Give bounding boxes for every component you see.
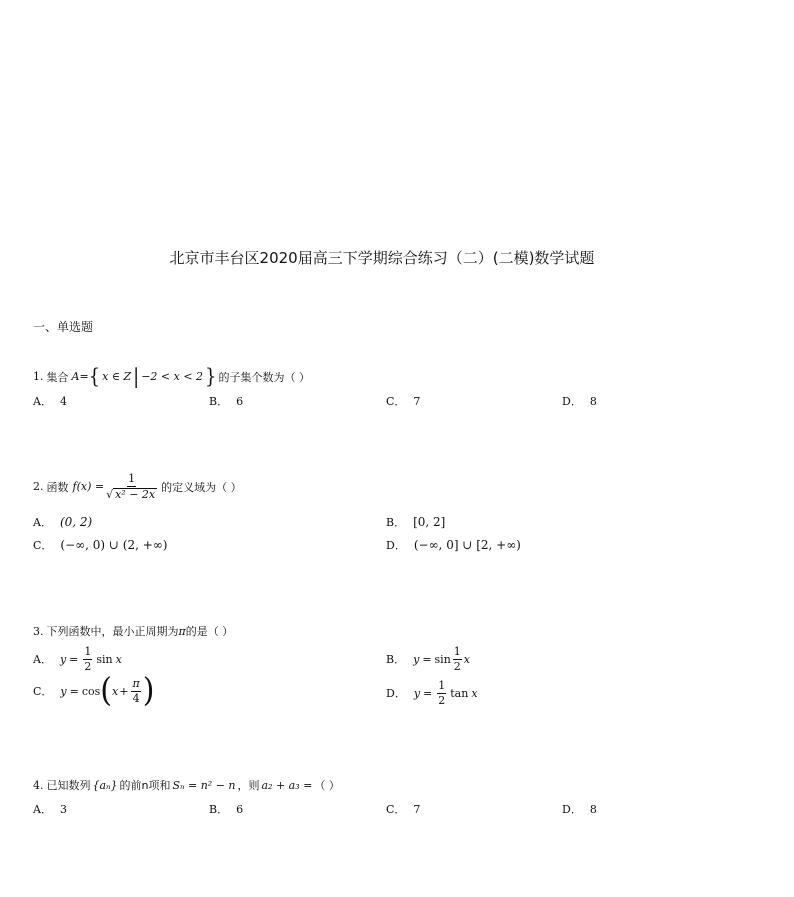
question-text-tail: 的定义域为（ ）: [161, 480, 242, 494]
sum-formula: Sₙ = n² − n: [172, 778, 236, 792]
question-4: [33, 777, 340, 793]
question-text: 下列函数中，最小正周期为: [46, 625, 179, 638]
question-text-mid: 的前n项和: [119, 779, 171, 792]
page-title: 北京市丰台区2020届高三下学期综合练习（二）(二模)数学试题: [169, 249, 595, 267]
math-symbol: A: [71, 370, 80, 383]
math-condition: −2 < x < 2: [141, 370, 204, 383]
question-number: 4.: [33, 778, 44, 792]
function-expression: f(x) =: [72, 480, 105, 494]
option-b[interactable]: B． [0, 2]: [386, 515, 446, 529]
question-text: 函数: [46, 480, 69, 494]
fraction: $\frac{1}{2}$: [453, 645, 461, 673]
section-heading: 一、单选题: [33, 320, 94, 334]
question-text-tail: 的是（ ）: [185, 625, 234, 638]
question-text: 集合: [46, 370, 69, 384]
option-c[interactable]: C． 7: [386, 802, 421, 816]
set-separator: |: [133, 364, 140, 389]
option-d[interactable]: D． y = $\frac{1}{2}$ tan x: [386, 679, 478, 707]
option-d[interactable]: D． 8: [562, 394, 597, 408]
pi-symbol: π: [178, 624, 186, 638]
fraction: [106, 473, 157, 500]
left-paren: (: [100, 671, 113, 710]
option-a[interactable]: A． 4: [33, 394, 67, 408]
option-a[interactable]: A． 3: [33, 802, 67, 816]
sequence-symbol: {aₙ}: [92, 778, 118, 792]
question-2: [33, 473, 242, 500]
option-d[interactable]: D． 8: [562, 802, 597, 816]
question-1: [33, 366, 310, 387]
left-brace: {: [88, 364, 101, 389]
sqrt-icon: √: [106, 487, 114, 501]
question-text: 已知数列: [46, 779, 91, 792]
fraction-numerator: 1: [128, 472, 136, 485]
question-text-tail: （ ）: [314, 779, 340, 792]
option-a[interactable]: A． y = $\frac{1}{2}$ sin x: [33, 645, 122, 673]
fraction: $\frac{1}{2}$: [438, 679, 446, 707]
fraction: $\frac{1}{2}$: [84, 645, 92, 673]
question-number: 1.: [33, 370, 44, 383]
math-equals: =: [79, 370, 89, 383]
option-c[interactable]: C． y = cos ( x + $\frac{\pi}{4}$ ): [33, 671, 155, 710]
question-3: [33, 623, 233, 639]
option-b[interactable]: B． 6: [209, 394, 244, 408]
option-b[interactable]: B． y = sin $\frac{1}{2}$ x: [386, 645, 470, 673]
expression: a₂ + a₃ =: [261, 778, 313, 792]
option-c[interactable]: C． 7: [386, 394, 421, 408]
right-paren: ): [142, 671, 155, 710]
option-d[interactable]: D． (−∞, 0] ∪ [2, +∞): [386, 538, 521, 552]
right-brace: }: [205, 364, 217, 389]
math-set-element: x ∈ Z: [102, 370, 132, 383]
option-a[interactable]: A． (0, 2): [33, 515, 93, 529]
question-text-mid2: ，则: [237, 779, 260, 792]
fraction-denominator: √ x² − 2x: [106, 487, 156, 501]
question-number: 3.: [33, 624, 44, 638]
fraction: $\frac{\pi}{4}$: [132, 676, 140, 705]
option-b[interactable]: B． 6: [209, 802, 244, 816]
question-number: 2.: [33, 480, 44, 494]
question-text-tail: 的子集个数为（ ）: [218, 370, 310, 384]
option-c[interactable]: C． (−∞, 0) ∪ (2, +∞): [33, 538, 168, 552]
